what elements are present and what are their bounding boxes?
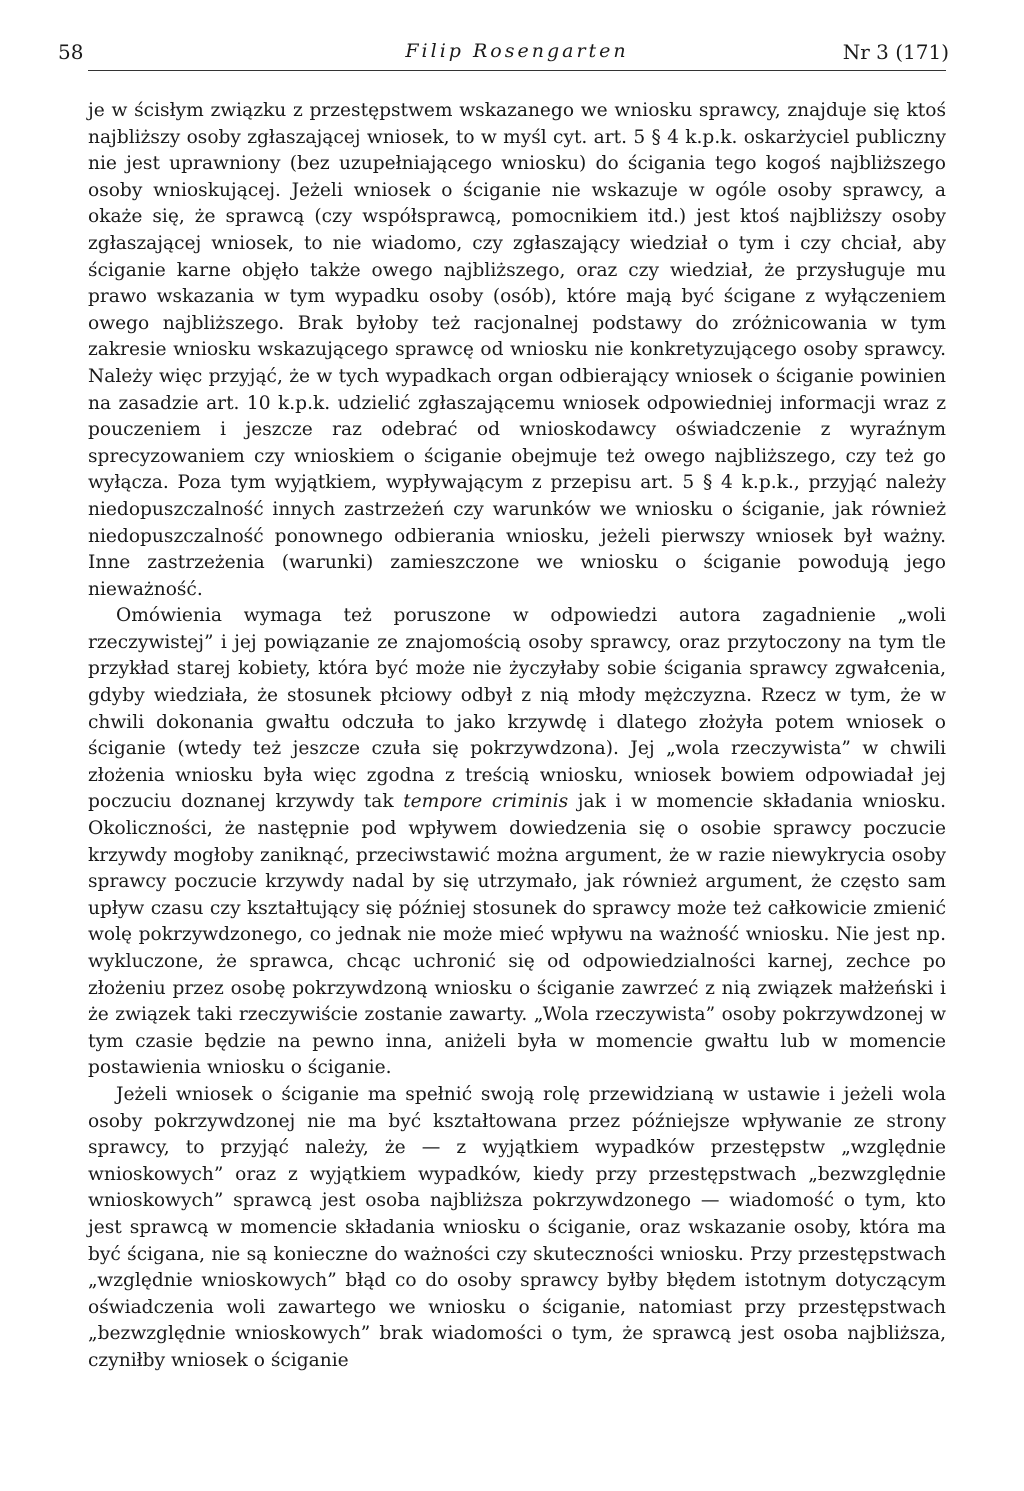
paragraph-text: je w ścisłym związku z przestępstwem wskazanego we wniosku sprawcy, znajduje się ktoś najbliższy osoby zgłaszającej wniosek, to w myśl cyt. art. 5 § 4 k.p.k. oskarżyciel publiczny nie jest uprawniony (bez uzupełniającego wniosku) do ścigania tego kogoś najbliższego osoby wnioskującej. Jeżeli wniosek o ściganie nie wskazuje w ogóle osoby sprawcy, a okaże się, że sprawcą (czy współsprawcą, pomocnikiem itd.) jest ktoś najbliższy osoby zgłaszającej wniosek, to nie wiadomo, czy zgłaszający wiedział o tym i czy chciał, aby ściganie karne objęło także owego najbliższego, oraz czy wiedział, że przysługuje mu prawo wskazania w tym wypadku osoby (osób), które mają być ścigane z wyłączeniem owego najbliższego. Brak byłoby też racjonalnej podstawy do zróżnicowania w tym zakresie wniosku wskazującego sprawcę od wniosku nie konkretyzującego osoby sprawcy. Należy więc przyjąć, że w tych wypadkach organ odbierający wniosek o ściganie powinien na zasadzie art. 10 k.p.k. udzielić zgłaszającemu wniosek odpowiedniej informacji wraz z pouczeniem i jeszcze raz odebrać od wnioskodawcy oświadczenie z wyraźnym sprecyzowaniem czy wnioskiem o ściganie obejmuje też owego najbliższego, czy też go wyłącza. Poza tym wyjątkiem, wypływającym z przepisu art. 5 § 4 k.p.k., przyjąć należy niedopuszczalność innych zastrzeżeń czy warunków we wniosku o ściganie, jak również niedopuszczalność ponownego odbierania wniosku, jeżeli pierwszy wniosek był ważny. Inne zastrzeżenia (warunki) zamieszczone we wniosku o ściganie powodują jego nieważność. [88, 100, 946, 600]
paragraph-text: Omówienia wymaga też poruszone w odpowiedzi autora zagadnienie „woli rzeczywistej” i jej powiązanie ze znajomością osoby sprawcy, oraz przytoczony na tym tle przykład starej kobiety, która być może nie życzyłaby sobie ścigania sprawcy zgwałcenia, gdyby wiedziała, że stosunek płciowy odbył z nią młody mężczyzna. Rzecz w tym, że w chwili dokonania gwałtu odczuła to jako krzywdę i dlatego złożyła potem wniosek o ściganie (wtedy też jeszcze czuła się pokrzywdzona). Jej „wola rzeczywista” w chwili złożenia wniosku była więc zgodna z treścią wniosku, wniosek bowiem odpowiadał jej poczuciu doznanej krzywdy tak [88, 605, 946, 813]
paragraph-1 [88, 98, 946, 603]
paragraph-2 [88, 603, 946, 1082]
page-number: 58 [58, 40, 84, 64]
italic-term: tempore criminis [403, 791, 569, 813]
article-body [88, 98, 946, 1375]
issue-number: Nr 3 (171) [842, 40, 949, 64]
running-header [58, 30, 949, 71]
running-title-author: Filip Rosengarten [405, 40, 629, 62]
page [58, 30, 949, 1371]
paragraph-text: Jeżeli wniosek o ściganie ma spełnić swoją rolę przewidzianą w ustawie i jeżeli wola osoby pokrzywdzonej nie ma być kształtowana przez późniejsze wpływanie ze strony sprawcy, to przyjąć należy, że — z wyjątkiem wypadków przestępstw „względnie wnioskowych” oraz z wyjątkiem wypadków, kiedy przy przestępstwach „bezwzględnie wnioskowych” sprawcą jest osoba najbliższa pokrzywdzonego — wiadomość o tym, kto jest sprawcą w momencie składania wniosku o ściganie, oraz wskazanie osoby, która ma być ścigana, nie są konieczne do ważności czy skuteczności wniosku. Przy przestępstwach „względnie wnioskowych” błąd co do osoby sprawcy byłby błędem istotnym dotyczącym oświadczenia woli zawartego we wniosku o ściganie, natomiast przy przestępstwach „bezwzględnie wnioskowych” brak wiadomości o tym, że sprawcą jest osoba najbliższa, czyniłby wniosek o ściganie [88, 1083, 946, 1371]
paragraph-text: jak i w momencie składania wniosku. Okoliczności, że następnie pod wpływem dowiedzenia się o osobie sprawcy poczucie krzywdy mogłoby zaniknąć, przeciwstawić można argument, że w razie niewykrycia osoby sprawcy poczucie krzywdy nadal by się utrzymało, jak również argument, że często sam upływ czasu czy kształtujący się później stosunek do sprawcy może też całkowicie zmienić wolę pokrzywdzonego, co jednak nie może mieć wpływu na ważność wniosku. Nie jest np. wykluczone, że sprawca, chcąc uchronić się od odpowiedzialności karnej, zechce po złożeniu przez osobę pokrzywdzoną wniosku o ściganie zawrzeć z nią związek małżeński i że związek taki rzeczywiście zostanie zawarty. „Wola rzeczywista” osoby pokrzywdzonej w tym czasie będzie na pewno inna, aniżeli była w momencie gwałtu lub w momencie postawienia wniosku o ściganie. [88, 791, 947, 1079]
paragraph-3 [88, 1082, 946, 1375]
